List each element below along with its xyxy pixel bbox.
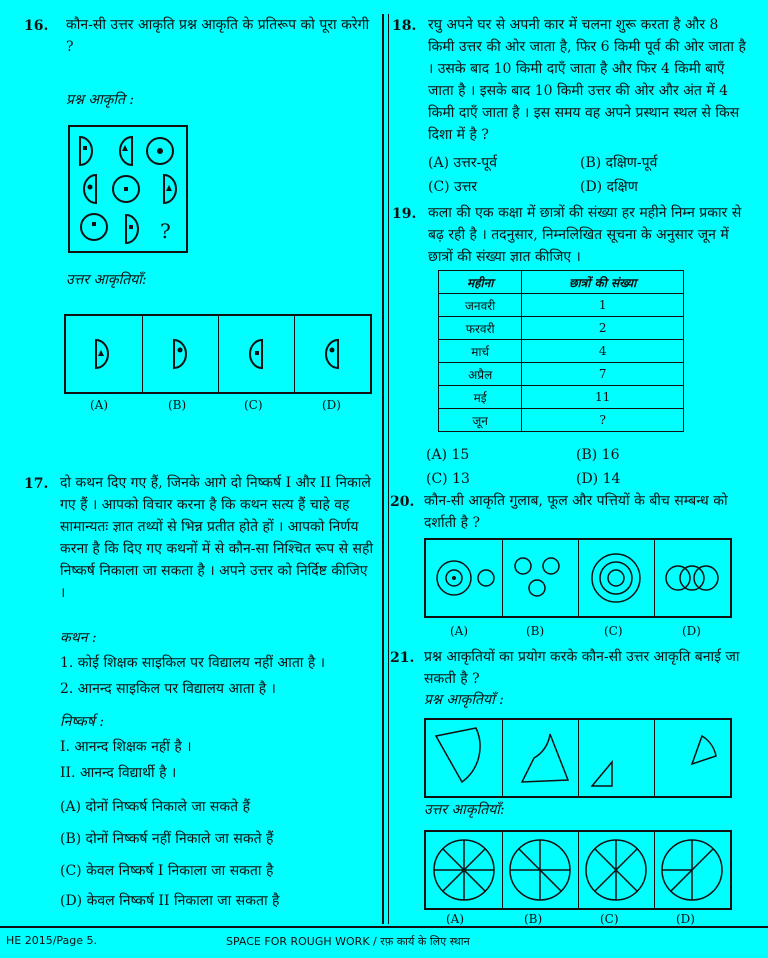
q21-text: प्रश्न आकृतियों का प्रयोग करके कौन-सी उत्तर आकृति बनाई जा सकती है ? xyxy=(424,649,740,687)
q16-problem-figure xyxy=(68,125,188,253)
q16-number: 16. xyxy=(24,18,49,34)
q17-conclusion-1: I. आनन्द शिक्षक नहीं है । xyxy=(60,739,192,755)
q21-option-b[interactable]: (B) xyxy=(524,912,543,926)
q18-option-b[interactable]: (B) दक्षिण-पूर्व xyxy=(580,155,658,171)
q17-conclusion-2: II. आनन्द विद्यार्थी है । xyxy=(60,765,177,781)
q17-conclusions-label: निष्कर्ष : xyxy=(60,714,105,730)
q19-option-d[interactable]: (D) 14 xyxy=(576,471,621,487)
q16-option-c[interactable]: (C) xyxy=(244,398,263,412)
q16-option-a[interactable]: (A) xyxy=(90,398,109,412)
q19-option-a[interactable]: (A) 15 xyxy=(426,447,470,463)
q17-statements-label: कथन : xyxy=(60,630,97,646)
table-cell: जून xyxy=(439,409,522,432)
q20-shapes xyxy=(426,540,730,616)
table-row xyxy=(439,340,684,363)
table-cell: 4 xyxy=(522,340,684,363)
q16-answer-shapes xyxy=(66,316,370,392)
q16-answer-label: उत्तर आकृतियाँ: xyxy=(66,272,147,288)
q20-text: कौन-सी आकृति गुलाब, फूल और पत्तियों के बीच सम्बन्ध को दर्शाती है ? xyxy=(424,493,728,531)
q19-col-month: महीना xyxy=(439,271,522,294)
q21-problem-figures xyxy=(424,718,732,798)
q18-option-c[interactable]: (C) उत्तर xyxy=(428,179,478,195)
table-row xyxy=(439,317,684,340)
q21-answer-figures xyxy=(424,830,732,910)
table-cell: अप्रैल xyxy=(439,363,522,386)
q19-number: 19. xyxy=(392,206,417,222)
table-cell: मार्च xyxy=(439,340,522,363)
q17-statement-1: 1. कोई शिक्षक साइकिल पर विद्यालय नहीं आता है । xyxy=(60,655,326,671)
q19-table xyxy=(438,270,684,432)
footer-page: HE 2015/Page 5. xyxy=(6,934,98,947)
q17-number: 17. xyxy=(24,476,49,492)
footer-rough-work: SPACE FOR ROUGH WORK / रफ़ कार्य के लिए स्थान xyxy=(226,935,470,948)
table-cell: फरवरी xyxy=(439,317,522,340)
q18-text: रघु अपने घर से अपनी कार में चलना शुरू करता है और 8 किमी उत्तर की ओर जाता है, फिर 6 किमी पूर्व की ओर जाता है । उसके बाद 10 किमी दाएँ जाता है और फिर 4 किमी बाएँ जाता है । इसके बाद 10 किमी उत्तर की ओर और अंत में 4 किमी दाएँ जाता है । इस समय वह अपने प्रस्थान स्थल से किस दिशा में है ? xyxy=(428,17,746,143)
q16-problem-label: प्रश्न आकृति : xyxy=(66,92,135,108)
q20-option-a[interactable]: (A) xyxy=(450,624,469,638)
table-cell: जनवरी xyxy=(439,294,522,317)
q17-option-a[interactable]: (A) दोनों निष्कर्ष निकाले जा सकते हैं xyxy=(60,799,251,815)
q21-number: 21. xyxy=(390,650,415,666)
q21-problem-shapes xyxy=(426,720,730,796)
q16-question-mark: ? xyxy=(160,219,171,243)
table-cell: ? xyxy=(522,409,684,432)
table-row xyxy=(439,409,684,432)
q18-option-d[interactable]: (D) दक्षिण xyxy=(580,179,638,195)
table-row xyxy=(439,294,684,317)
q20-option-c[interactable]: (C) xyxy=(604,624,623,638)
q18-number: 18. xyxy=(392,18,417,34)
q19-text: कला की एक कक्षा में छात्रों की संख्या हर महीने निम्न प्रकार से बढ़ रही है । तदनुसार, निम्नलिखित सूचना के अनुसार जून में छात्रों की संख्या ज्ञात कीजिए । xyxy=(428,205,742,265)
column-divider xyxy=(382,14,384,924)
table-cell: 1 xyxy=(522,294,684,317)
q21-answer-label: उत्तर आकृतियाँ: xyxy=(424,802,505,818)
q16-answer-figures xyxy=(64,314,372,394)
q18-option-a[interactable]: (A) उत्तर-पूर्व xyxy=(428,155,498,171)
column-divider-2 xyxy=(388,14,389,924)
q20-option-b[interactable]: (B) xyxy=(526,624,545,638)
table-row xyxy=(439,363,684,386)
q16-text: कौन-सी उत्तर आकृति प्रश्न आकृति के प्रतिरूप को पूरा करेगी ? xyxy=(66,17,370,55)
q16-option-b[interactable]: (B) xyxy=(168,398,187,412)
q21-option-c[interactable]: (C) xyxy=(600,912,619,926)
q17-statement-2: 2. आनन्द साइकिल पर विद्यालय आता है । xyxy=(60,681,276,697)
table-cell: 7 xyxy=(522,363,684,386)
q17-option-c[interactable]: (C) केवल निष्कर्ष I निकाला जा सकता है xyxy=(60,863,274,879)
q17-option-d[interactable]: (D) केवल निष्कर्ष II निकाला जा सकता है xyxy=(60,893,280,909)
q19-option-c[interactable]: (C) 13 xyxy=(426,471,470,487)
table-row xyxy=(439,386,684,409)
q19-option-b[interactable]: (B) 16 xyxy=(576,447,620,463)
q20-number: 20. xyxy=(390,494,415,510)
q20-option-d[interactable]: (D) xyxy=(682,624,701,638)
q21-option-a[interactable]: (A) xyxy=(446,912,465,926)
q21-problem-label: प्रश्न आकृतियाँ : xyxy=(424,692,504,708)
table-cell: 11 xyxy=(522,386,684,409)
table-cell: 2 xyxy=(522,317,684,340)
q21-answer-shapes xyxy=(426,832,730,908)
q20-figures xyxy=(424,538,732,618)
q17-option-b[interactable]: (B) दोनों निष्कर्ष नहीं निकाले जा सकते हैं xyxy=(60,831,274,847)
q19-col-count: छात्रों की संख्या xyxy=(522,271,684,294)
q21-option-d[interactable]: (D) xyxy=(676,912,695,926)
q17-text: दो कथन दिए गए हैं, जिनके आगे दो निष्कर्ष I और II निकाले गए हैं । आपको विचार करना है कि कथन सत्य हैं चाहे वह सामान्यतः ज्ञात तथ्यों से भिन्न प्रतीत होते हों । आपको निर्णय करना है कि दिए गए कथनों में से कौन-सा निश्चित रूप से सही निष्कर्ष निकाला जा सकता है । अपने उत्तर को निर्दिष्ट कीजिए । xyxy=(60,475,374,601)
table-cell: मई xyxy=(439,386,522,409)
footer-rule xyxy=(0,926,768,928)
q16-option-d[interactable]: (D) xyxy=(322,398,341,412)
